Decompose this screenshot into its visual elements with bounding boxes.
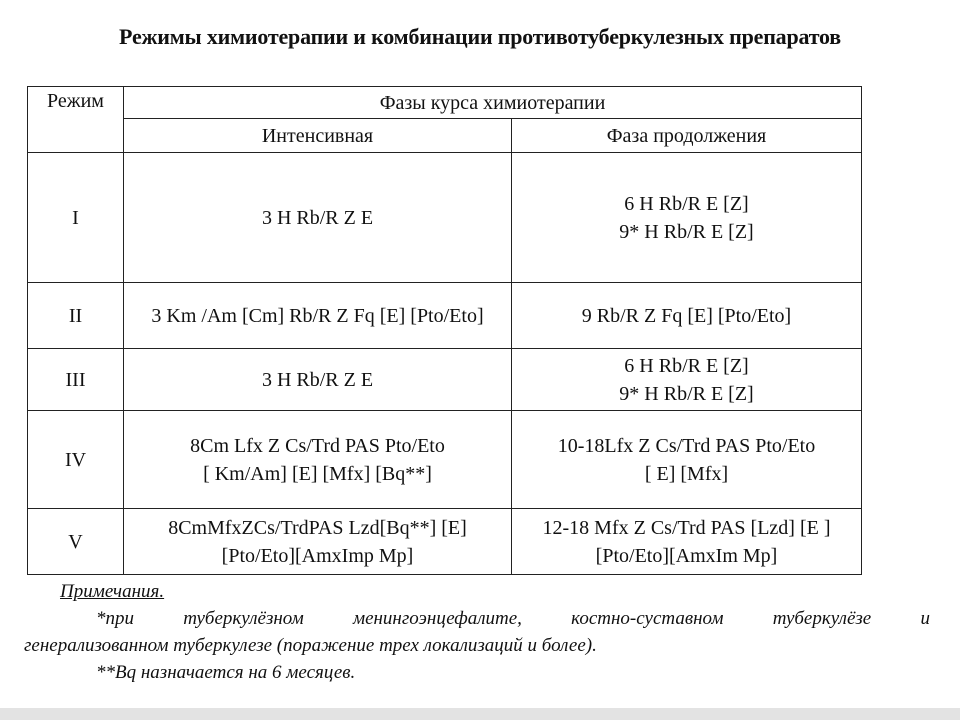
continuation-cell	[512, 509, 862, 575]
regime-cell: II	[28, 283, 124, 349]
intensive-cell	[124, 509, 512, 575]
note-line: *при туберкулёзном менингоэнцефалите, костно-суставном туберкулёзе и	[96, 608, 930, 629]
regime-cell: III	[28, 349, 124, 411]
intensive-cell	[124, 153, 512, 283]
regime-cell: I	[28, 153, 124, 283]
intensive-line: 3 Km /Am [Cm] Rb/R Z Fq [E] [Pto/Eto]	[151, 304, 484, 327]
table-row	[28, 153, 862, 283]
continuation-line: 9* H Rb/R E [Z]	[619, 220, 754, 243]
table-subheader-row	[28, 119, 862, 153]
intensive-line: [ Km/Am] [E] [Mfx] [Bq**]	[203, 462, 432, 485]
table-row	[28, 283, 862, 349]
note-line: **Bq назначается на 6 месяцев.	[96, 662, 356, 683]
intensive-cell	[124, 283, 512, 349]
note-line: генерализованном туберкулезе (поражение трех локализаций и более).	[24, 635, 597, 656]
continuation-line: 6 H Rb/R E [Z]	[624, 354, 749, 377]
continuation-line: 12-18 Mfx Z Cs/Trd PAS [Lzd] [E ]	[542, 516, 831, 539]
continuation-line: 6 H Rb/R E [Z]	[624, 192, 749, 215]
page-title: Режимы химиотерапии и комбинации противотуберкулезных препаратов	[119, 24, 841, 49]
continuation-line: 10-18Lfx Z Cs/Trd PAS Pto/Eto	[557, 434, 816, 457]
header-intensive: Интенсивная	[124, 119, 512, 153]
header-phases: Фазы курса химиотерапии	[124, 87, 862, 119]
continuation-cell	[512, 349, 862, 411]
intensive-line: 8Cm Lfx Z Cs/Trd PAS Pto/Eto	[190, 434, 445, 457]
header-continuation: Фаза продолжения	[512, 119, 862, 153]
continuation-line: 9 Rb/R Z Fq [E] [Pto/Eto]	[581, 304, 792, 327]
continuation-cell	[512, 153, 862, 283]
continuation-line: 9* H Rb/R E [Z]	[619, 382, 754, 405]
intensive-line: 3 H Rb/R Z E	[261, 206, 374, 229]
intensive-cell	[124, 411, 512, 509]
regimens-table	[27, 86, 862, 575]
continuation-line: [Pto/Eto][AmxIm Mp]	[595, 544, 778, 567]
table-row	[28, 509, 862, 575]
header-regime: Режим	[28, 87, 124, 153]
continuation-line: [ E] [Mfx]	[644, 462, 729, 485]
table-header-row	[28, 87, 862, 119]
intensive-line: [Pto/Eto][AmxImp Mp]	[221, 544, 414, 567]
regime-cell: V	[28, 509, 124, 575]
regime-cell: IV	[28, 411, 124, 509]
intensive-line: 3 H Rb/R Z E	[261, 368, 374, 391]
continuation-cell	[512, 283, 862, 349]
continuation-cell	[512, 411, 862, 509]
notes-heading: Примечания.	[60, 581, 165, 602]
intensive-line: 8CmMfxZCs/TrdPAS Lzd[Bq**] [E]	[168, 516, 467, 539]
table-row	[28, 349, 862, 411]
table-row	[28, 411, 862, 509]
notes	[24, 578, 930, 686]
intensive-cell	[124, 349, 512, 411]
bottom-bar	[0, 708, 960, 720]
